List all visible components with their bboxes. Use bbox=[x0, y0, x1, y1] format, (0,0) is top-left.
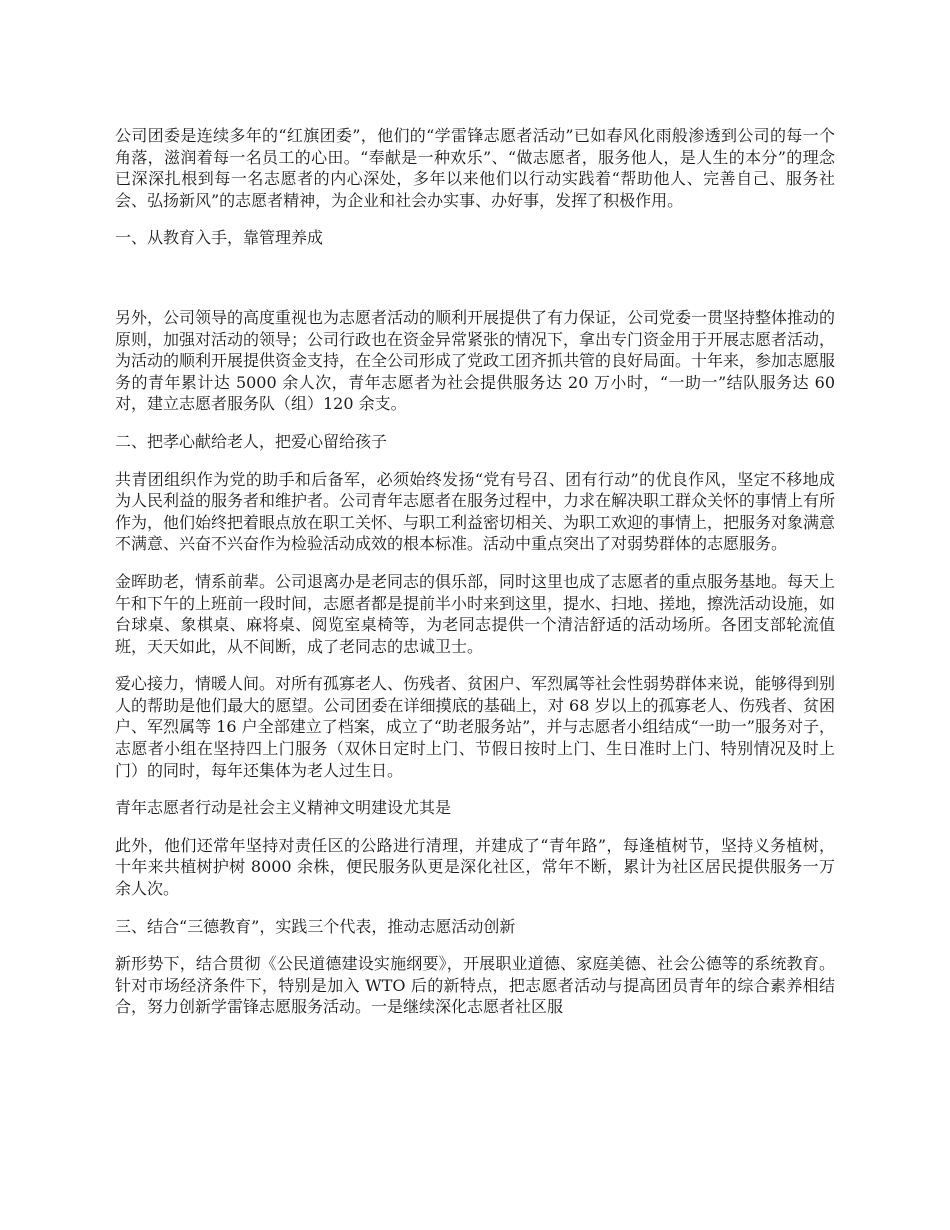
heading-subtitle: 青年志愿者行动是社会主义精神文明建设尤其是 bbox=[115, 798, 452, 818]
paragraph-love-relay: 爱心接力，情暖人间。对所有孤寡老人、伤残者、贫困户、军烈属等社会性弱势群体来说，能够得到别人的帮助是他们最大的愿望。公司团委在详细摸底的基础上，对 68 岁以上的孤寡老人、伤残者、贫困户、军烈属等 16 户全部建立了档案，成立了“助老服务站”，并与志愿者小组结成“一助一”服务对子，志愿者小组在坚持四上门服务（双休日定时上门、节假日按时上门、生日准时上门、特别情况及时上门）的同时，每年还集体为老人过生日。 bbox=[115, 674, 836, 780]
paragraph-road-cleaning: 此外，他们还常年坚持对责任区的公路进行清理，并建成了“青年路”，每逢植树节，坚持义务植树，十年来共植树护树 8000 余株，便民服务队更是深化社区，常年不断，累计为社区居民提供服务一万余人次。 bbox=[115, 835, 835, 899]
paragraph-intro: 公司团委是连续多年的“红旗团委”，他们的“学雷锋志愿者活动”已如春风化雨般渗透到公司的每一个角落，滋润着每一名员工的心田。“奉献是一种欢乐”、“做志愿者，服务他人，是人生的本分”的理念已深深扎根到每一名志愿者的内心深处，多年以来他们以行动实践着“帮助他人、完善自己、服务社会、弘扬新风”的志愿者精神，为企业和社会办实事、办好事，发挥了积极作用。 bbox=[115, 126, 835, 210]
paragraph-youth-league: 共青团组织作为党的助手和后备军，必须始终发扬“党有号召、团有行动”的优良作风，坚定不移地成为人民利益的服务者和维护者。公司青年志愿者在服务过程中，力求在解决职工群众关怀的事情上有所作为，他们始终把着眼点放在职工关怀、与职工利益密切相关、为职工欢迎的事情上，把服务对象满意不满意、兴奋不兴奋作为检验活动成效的根本标准。活动中重点突出了对弱势群体的志愿服务。 bbox=[115, 469, 836, 554]
paragraph-leadership: 另外，公司领导的高度重视也为志愿者活动的顺利开展提供了有力保证，公司党委一贯坚持整体推动的原则，加强对活动的领导；公司行政也在资金异常紧张的情况下，拿出专门资金用于开展志愿者活动，为活动的顺利开展提供资金支持，在全公司形成了党政工团齐抓共管的良好局面。十年来，参加志愿服务的青年累计达 5000 余人次，青年志愿者为社会提供服务达 20 万小时，“一助一”结队服务达 60 对，建立志愿者服务队（组）120 余支。 bbox=[115, 307, 836, 414]
heading-section-2: 二、把孝心献给老人，把爱心留给孩子 bbox=[115, 431, 388, 451]
paragraph-three-virtues: 新形势下，结合贯彻《公民道德建设实施纲要》，开展职业道德、家庭美德、社会公德等的系统教育。针对市场经济条件下，特别是加入 WTO 后的新特点，把志愿者活动与提高团员青年的综合素养相结合，努力创新学雷锋志愿服务活动。一是继续深化志愿者社区服 bbox=[115, 954, 835, 1017]
heading-section-3: 三、结合“三德教育”，实践三个代表，推动志愿活动创新 bbox=[115, 916, 516, 936]
paragraph-elderly-care: 金晖助老，情系前辈。公司退离办是老同志的俱乐部，同时这里也成了志愿者的重点服务基地。每天上午和下午的上班前一段时间，志愿者都是提前半小时来到这里，提水、扫地、搓地，擦洗活动设施，如台球桌、象棋桌、麻将桌、阅览室桌椅等，为老同志提供一个清洁舒适的活动场所。各团支部轮流值班，天天如此，从不间断，成了老同志的忠诚卫士。 bbox=[115, 571, 836, 656]
heading-section-1: 一、从教育入手，靠管理养成 bbox=[115, 228, 324, 248]
document-body bbox=[115, 125, 835, 1034]
blank-space bbox=[115, 265, 835, 307]
